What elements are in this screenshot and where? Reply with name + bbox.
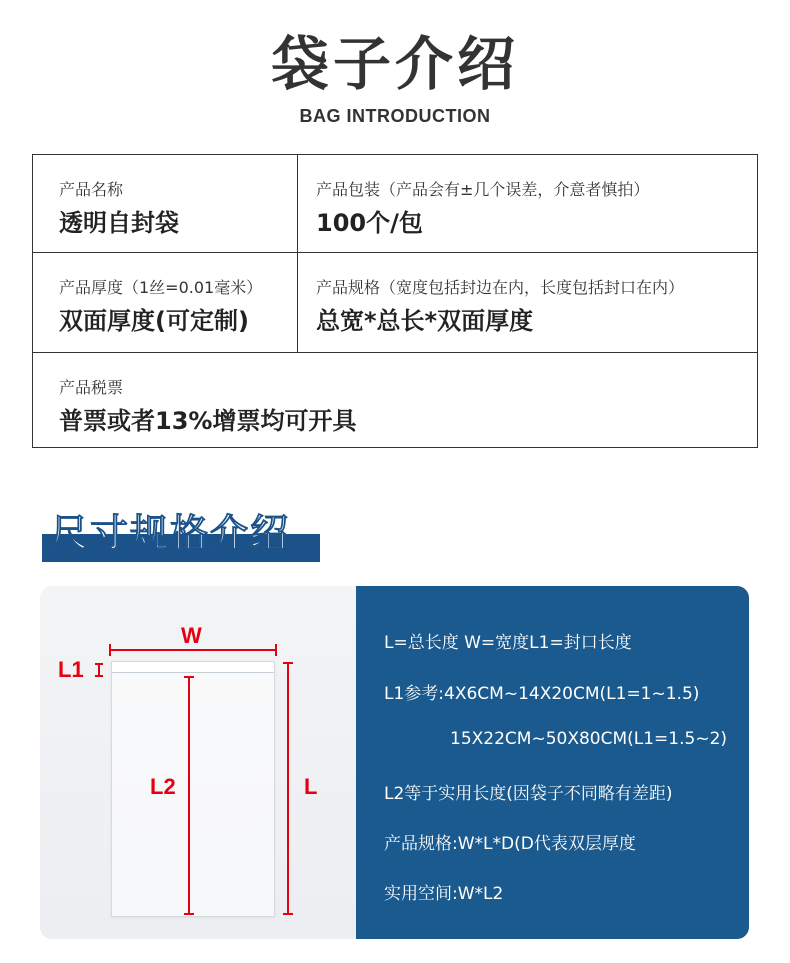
size-spec-panel: [40, 586, 749, 939]
info-label-packing: 产品包装（产品会有±几个误差，介意者慎拍）: [316, 180, 650, 199]
info-label-invoice: 产品税票: [59, 378, 124, 397]
page-title: 袋子介绍: [270, 30, 519, 98]
info-cell-thickness: [33, 253, 298, 352]
info-cell-spec: [298, 253, 756, 352]
spec-line-definitions: L=总长度 W=宽度L1=封口长度: [384, 633, 632, 653]
spec-text-panel: [356, 586, 749, 939]
l1-label: L1: [58, 657, 84, 682]
info-label-name: 产品名称: [59, 180, 124, 199]
info-cell-invoice: [33, 353, 757, 447]
info-label-thickness: 产品厚度（1丝=0.01毫米）: [59, 278, 263, 297]
width-label: W: [181, 623, 202, 648]
info-cell-name: [33, 155, 298, 252]
info-cell-packing: [298, 155, 756, 252]
spec-line-format: 产品规格:W*L*D(D代表双层厚度: [384, 834, 636, 854]
l2-label: L2: [150, 774, 176, 799]
info-value-spec: 总宽*总长*双面厚度: [316, 307, 534, 335]
info-row-1: [33, 155, 757, 253]
info-value-packing: 100个/包: [316, 209, 423, 237]
info-row-2: [33, 253, 757, 353]
l-label: L: [304, 774, 318, 799]
info-value-thickness: 双面厚度(可定制): [59, 307, 249, 335]
spec-line-l1-small: L1参考:4X6CM~14X20CM(L1=1~1.5): [384, 684, 700, 704]
spec-line-l2: L2等于实用长度(因袋子不同略有差距): [384, 784, 673, 804]
info-row-3: [33, 353, 757, 447]
size-spec-section-banner: [42, 504, 320, 562]
info-value-name: 透明自封袋: [59, 209, 179, 237]
section-title: 尺寸规格介绍: [50, 511, 291, 555]
spec-line-usable-space: 实用空间:W*L2: [384, 884, 504, 904]
page-subtitle: BAG INTRODUCTION: [299, 106, 491, 126]
product-info-table: [32, 154, 758, 448]
info-label-spec: 产品规格（宽度包括封边在内，长度包括封口在内）: [316, 278, 685, 297]
info-value-invoice: 普票或者13%增票均可开具: [59, 407, 357, 435]
spec-line-l1-large: 15X22CM~50X80CM(L1=1.5~2): [450, 729, 728, 749]
